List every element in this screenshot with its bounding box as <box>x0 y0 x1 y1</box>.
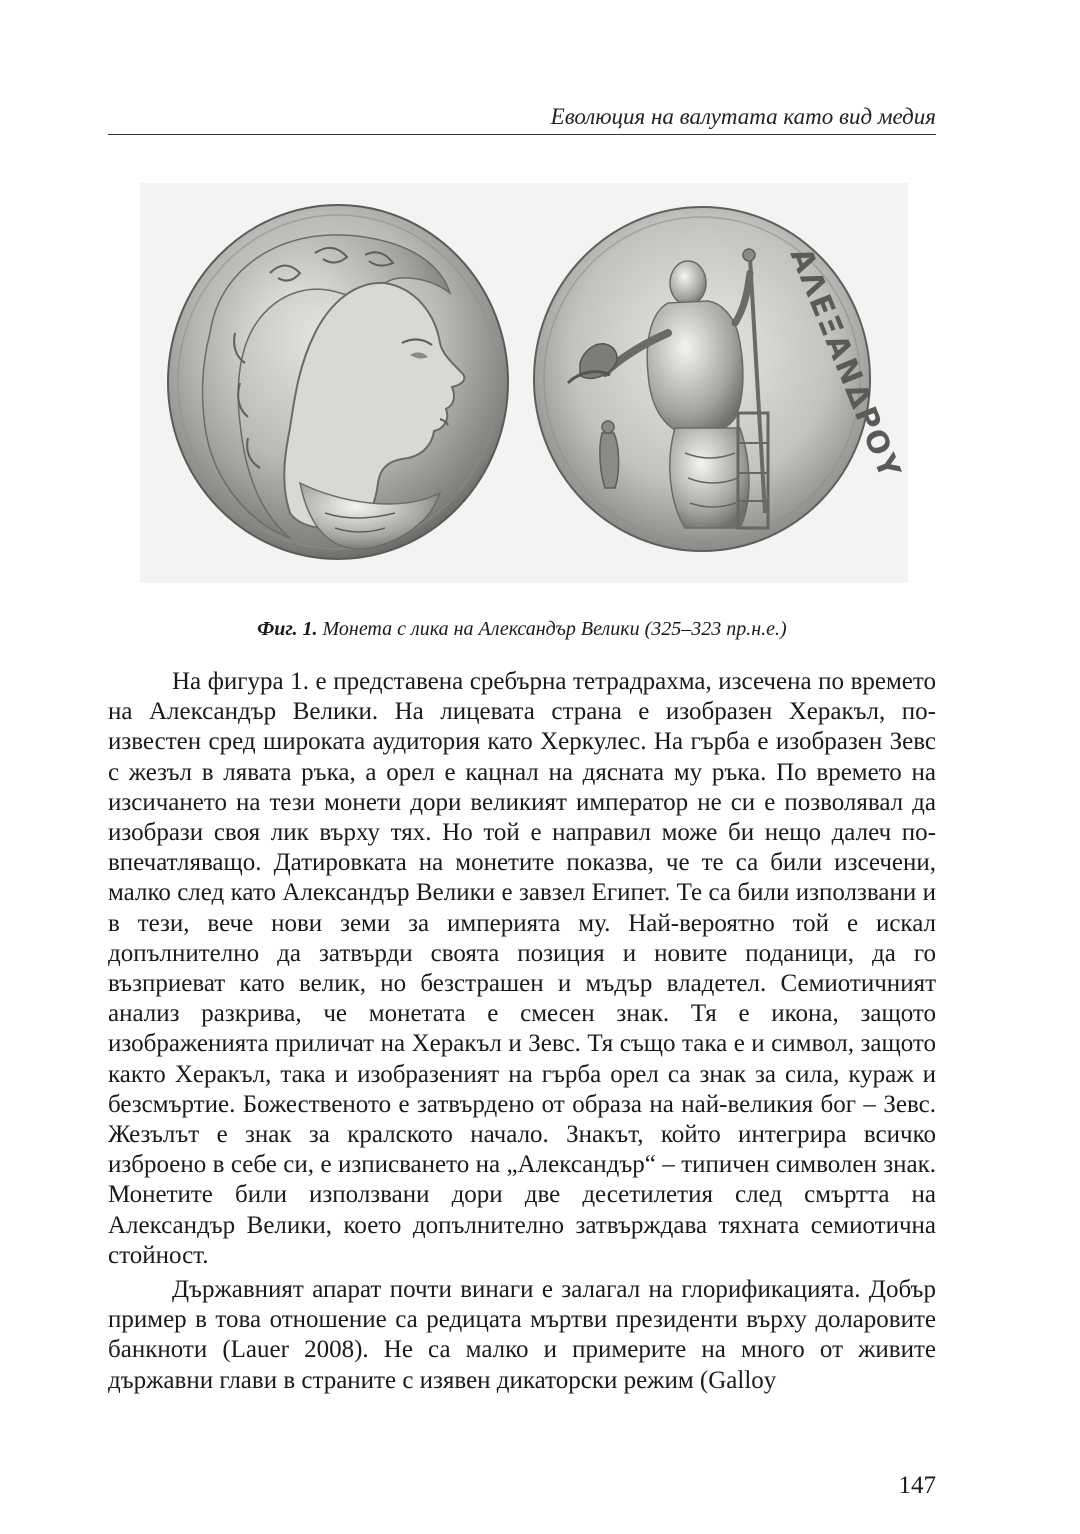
paragraph-2: Държавният апарат почти винаги е залагал на глорификацията. Добър пример в това отношение са редицата мъртви президенти върху доларовите банкноти (Lauer 2008). Не са малко и примерите на много от живите държавни глави в страните с изявен дикаторски режим (Galloy <box>108 1276 936 1394</box>
running-header-title: Еволюция на валутата като вид медия <box>550 104 936 129</box>
figure-caption-label: Фиг. 1. <box>257 618 318 640</box>
figure-caption <box>108 618 936 641</box>
body-text <box>108 667 936 1400</box>
running-header <box>108 100 936 135</box>
reverse-coin <box>534 207 907 551</box>
page-number: 147 <box>898 1472 936 1499</box>
obverse-coin <box>168 205 508 559</box>
figure-caption-text: Монета с лика на Александър Велики (325–323 пр.н.е.) <box>317 618 787 640</box>
paragraph-1: На фигура 1. е представена сребърна тетрадрахма, изсечена по времето на Александър Велики. На лицевата страна е изобразен Херакъл, по-известен сред широката аудитория като Херкулес. На гърба е изобразен Зевс с жезъл в лявата ръка, а орел е кацнал на дясната му ръка. По времето на изсичането на тези монети дори великият император не си е позволявал да изобрази своя лик върху тях. Но той е направил може би нещо далеч по-впечатляващо. Датировката на монетите показва, че те са били изсечени, малко след като Александър Велики е завзел Египет. Те са били използвани и в тези, вече нови земи за империята му. Най-вероятно той е искал допълнително да затвърди своята позиция и новите поданици, да го възприеват като велик, но безстрашен и мъдър владетел. Семиотичният анализ разкрива, че монетата е смесен знак. Тя е икона, защото изображенията приличат на Херакъл и Зевс. Тя също така е и символ, защото както Херакъл, така и изобразеният на гърба орел са знак за сила, кураж и безсмъртие. Божественото е затвърдено от образа на най-великия бог – Зевс. Жезълът е знак за кралското начало. Знакът, който интегрира всичко изброено в себе си, е изписването на „Александър“ – типичен символен знак. Монетите били използвани дори две десетилетия след смъртта на Александър Велики, което допълнително затвърждава тяхната семиотична стойност. <box>108 668 936 1269</box>
coin-inscription: ΑΛΕΞΑΝΔΡΟΥ <box>782 242 908 485</box>
coins-illustration <box>140 183 908 583</box>
figure-coins <box>140 183 908 583</box>
